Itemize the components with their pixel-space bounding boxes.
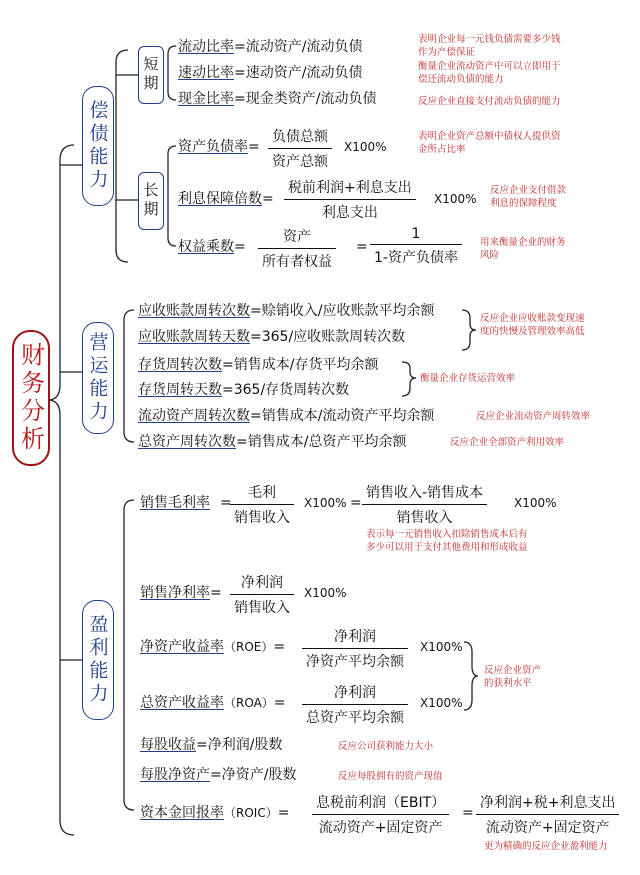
gross-margin-eq2: = — [350, 495, 362, 511]
operation-node — [82, 322, 114, 434]
gross-margin-den2: 销售收入 — [362, 504, 487, 527]
roa-name: 总资产收益率 — [140, 695, 224, 711]
ar-days-formula — [138, 328, 405, 346]
interest-cover-fraction — [284, 177, 416, 222]
gross-margin-name-row — [140, 494, 210, 512]
current-ratio-note — [418, 33, 561, 59]
quick-ratio-name: 速动比率 — [178, 65, 234, 81]
equity-mult-name-row — [178, 238, 246, 256]
gross-margin-num2: 销售收入-销售成本 — [366, 485, 484, 501]
solvency-node — [82, 86, 114, 206]
gross-margin-name: 销售毛利率 — [140, 495, 210, 511]
gross-margin-x100: X100% — [304, 496, 347, 510]
ta-turnover-expr: =销售成本/总资产平均余额 — [236, 434, 407, 450]
inv-days-name: 存货周转天数 — [138, 382, 222, 398]
roa-x100: X100% — [420, 696, 463, 710]
ar-turnover-formula — [138, 302, 434, 320]
quick-ratio-note-line2: 偿还流动负债的能力 — [418, 74, 504, 85]
inv-turnover-formula — [138, 356, 378, 374]
inv-turnover-expr: =销售成本/存货平均余额 — [222, 357, 379, 373]
operation-label: 营运能力 — [86, 332, 109, 424]
inv-turnover-name: 存货周转次数 — [138, 357, 222, 373]
roic-fraction-2 — [476, 792, 619, 837]
equity-mult-num2: 1 — [411, 226, 421, 242]
gross-margin-den: 销售收入 — [230, 504, 294, 527]
roa-den: 总资产平均余额 — [302, 704, 408, 727]
eps-expr: =净利润/股数 — [196, 737, 283, 753]
equity-mult-note — [480, 236, 566, 262]
roic-eq2: = — [462, 805, 474, 821]
net-margin-fraction — [230, 572, 294, 617]
roic-name-row — [140, 804, 289, 822]
roa-name-row — [140, 694, 286, 712]
debt-ratio-name: 资产负债率 — [178, 139, 248, 155]
inv-note: 衡量企业存货运营效率 — [420, 373, 516, 384]
roic-den: 流动资产+固定资产 — [312, 814, 449, 837]
roe-den: 净资产平均余额 — [302, 648, 408, 671]
debt-ratio-note — [418, 130, 561, 156]
roe-x100: X100% — [420, 640, 463, 654]
roa-fraction — [302, 682, 408, 727]
interest-cover-name: 利息保障倍数 — [178, 191, 262, 207]
bvps-name: 每股净资产 — [140, 767, 210, 783]
gross-margin-note — [366, 528, 528, 554]
cash-ratio-formula — [178, 90, 376, 108]
interest-cover-note-line2: 利息的保障程度 — [490, 198, 557, 209]
debt-ratio-x100: X100% — [344, 140, 387, 154]
roic-abbr: （ROIC） — [224, 806, 278, 820]
eps-name: 每股收益 — [140, 737, 196, 753]
gross-margin-fraction-2 — [362, 482, 487, 527]
interest-cover-num: 税前利润+利息支出 — [288, 180, 412, 196]
current-ratio-note-line1: 表明企业每一元钱负债需要多少钱 — [418, 34, 561, 45]
net-margin-name-row — [140, 584, 222, 602]
roe-num: 净利润 — [334, 629, 376, 645]
debt-ratio-name-row — [178, 138, 260, 156]
roic-num2: 净利润+税+利息支出 — [480, 795, 616, 811]
equity-mult-num: 资产 — [283, 229, 311, 245]
roa-eq: = — [273, 695, 286, 711]
roic-den2: 流动资产+固定资产 — [476, 814, 619, 837]
inv-days-expr: =365/存货周转次数 — [222, 382, 350, 398]
quick-ratio-note — [418, 60, 561, 86]
ar-note-line2: 度的快慢及管理效率高低 — [480, 326, 585, 337]
equity-mult-note-line2: 风险 — [480, 250, 500, 261]
long-term-node — [138, 172, 164, 230]
gross-margin-note-line2: 多少可以用于支付其他费用和形成收益 — [366, 542, 528, 553]
interest-cover-x100: X100% — [434, 192, 477, 206]
gross-margin-x100-2: X100% — [514, 496, 557, 510]
roe-name-row — [140, 638, 285, 656]
eps-note: 反应公司获利能力大小 — [338, 741, 434, 752]
ar-note — [480, 312, 585, 338]
ar-turnover-expr: =赊销收入/应收账款平均余额 — [250, 303, 435, 319]
ta-turnover-name: 总资产周转次数 — [138, 434, 236, 450]
debt-ratio-note-line1: 表明企业资产总额中债权人提供资 — [418, 131, 561, 142]
current-ratio-expr: =流动资产/流动负债 — [234, 39, 363, 55]
gross-margin-fraction — [230, 482, 294, 527]
net-margin-x100: X100% — [304, 586, 347, 600]
solvency-label: 偿债能力 — [86, 100, 109, 192]
eps-formula — [140, 736, 282, 754]
ar-days-expr: =365/应收账款周转次数 — [250, 329, 406, 345]
current-ratio-note-line2: 作为产偿保证 — [418, 47, 476, 58]
debt-ratio-den: 资产总额 — [268, 148, 332, 171]
quick-ratio-note-line1: 衡量企业流动资产中可以立即用于 — [418, 61, 561, 72]
profit-label: 盈利能力 — [86, 614, 109, 706]
short-term-label: 短期 — [141, 56, 160, 94]
return-note-line2: 的获利水平 — [484, 678, 532, 689]
cash-ratio-name: 现金比率 — [178, 91, 234, 107]
quick-ratio-formula — [178, 64, 362, 82]
short-term-node — [138, 46, 164, 104]
net-margin-num: 净利润 — [241, 575, 283, 591]
quick-ratio-expr: =速动资产/流动负债 — [234, 65, 363, 81]
roic-note: 更为精确的反应企业盈利能力 — [484, 841, 608, 852]
current-ratio-formula — [178, 38, 362, 56]
roic-eq: = — [277, 805, 290, 821]
equity-mult-eq: = — [234, 239, 246, 255]
root-label: 财务分析 — [16, 342, 45, 454]
equity-mult-name: 权益乘数 — [178, 239, 234, 255]
ar-note-line1: 反应企业应收账款变现速 — [480, 313, 585, 324]
net-margin-name: 销售净利率 — [140, 585, 210, 601]
equity-mult-den: 所有者权益 — [258, 248, 336, 271]
debt-ratio-fraction — [268, 126, 332, 171]
return-note — [484, 664, 541, 690]
net-margin-den: 销售收入 — [230, 594, 294, 617]
ca-turnover-note: 反应企业流动资产周转效率 — [476, 411, 591, 422]
ca-turnover-expr: =销售成本/流动资产平均余额 — [250, 408, 435, 424]
profit-node — [82, 600, 114, 720]
ca-turnover-name: 流动资产周转次数 — [138, 408, 250, 424]
inv-days-formula — [138, 381, 349, 399]
interest-cover-eq: = — [262, 191, 274, 207]
ca-turnover-formula — [138, 407, 434, 425]
roe-eq: = — [273, 639, 286, 655]
roa-num: 净利润 — [334, 685, 376, 701]
debt-ratio-num: 负债总额 — [272, 129, 328, 145]
net-margin-eq: = — [210, 585, 222, 601]
debt-ratio-note-line2: 金所占比率 — [418, 144, 466, 155]
roic-num: 息税前利润（EBIT） — [316, 795, 446, 811]
bvps-expr: =净资产/股数 — [210, 767, 297, 783]
roe-name: 净资产收益率 — [140, 639, 224, 655]
roic-fraction — [312, 792, 449, 837]
equity-mult-note-line1: 用来衡量企业的财务 — [480, 237, 566, 248]
cash-ratio-note: 反应企业直接支付流动负债的能力 — [418, 96, 561, 107]
roic-name: 资本金回报率 — [140, 805, 224, 821]
cash-ratio-expr: =现金类资产/流动负债 — [234, 91, 377, 107]
interest-cover-den: 利息支出 — [284, 199, 416, 222]
roe-abbr: （ROE） — [224, 640, 274, 654]
current-ratio-name: 流动比率 — [178, 39, 234, 55]
long-term-label: 长期 — [141, 182, 160, 220]
bvps-note: 反应每股拥有的资产现值 — [338, 771, 443, 782]
interest-cover-note-line1: 反应企业支付借款 — [490, 185, 567, 196]
equity-mult-fraction — [258, 226, 336, 271]
interest-cover-note — [490, 184, 566, 210]
roa-abbr: （ROA） — [224, 696, 274, 710]
root-node — [12, 330, 50, 466]
equity-mult-fraction-2 — [370, 226, 462, 267]
ar-days-name: 应收账款周转天数 — [138, 329, 250, 345]
ta-turnover-formula — [138, 433, 406, 451]
gross-margin-note-line1: 表示每一元销售收入扣除销售成本后有 — [366, 529, 528, 540]
roe-fraction — [302, 626, 408, 671]
gross-margin-num: 毛利 — [248, 485, 276, 501]
bvps-formula — [140, 766, 296, 784]
ar-turnover-name: 应收账款周转次数 — [138, 303, 250, 319]
equity-mult-den2: 1-资产负债率 — [370, 244, 462, 267]
ta-turnover-note: 反应企业全部资产利用效率 — [450, 437, 565, 448]
equity-mult-eq2: = — [356, 239, 368, 255]
debt-ratio-eq: = — [248, 139, 260, 155]
interest-cover-name-row — [178, 190, 274, 208]
gross-margin-eq: = — [220, 495, 232, 511]
return-note-line1: 反应企业资产 — [484, 665, 542, 676]
